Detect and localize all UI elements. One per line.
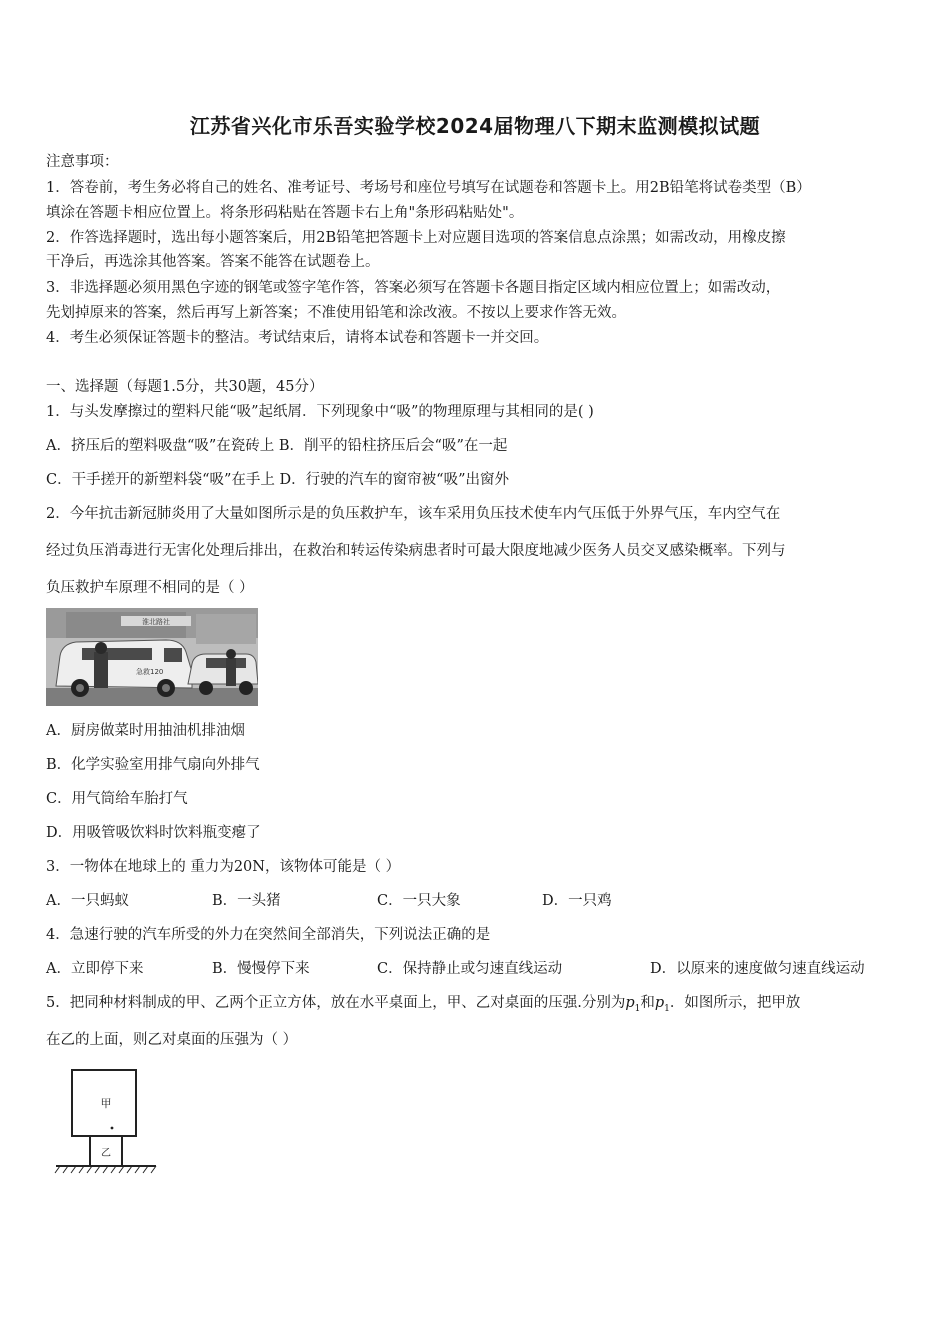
- question-4-option-b: B．慢慢停下来: [212, 961, 310, 977]
- question-2-stem: 经过负压消毒进行无害化处理后排出，在救治和转运传染病患者时可最大限度地减少医务人员交叉感染概率。下列与: [46, 543, 786, 559]
- notice-heading: 注意事项：: [46, 154, 119, 170]
- question-2-stem: 负压救护车原理不相同的是（ ）: [46, 580, 254, 596]
- question-4-stem: 4．急速行驶的汽车所受的外力在突然间全部消失，下列说法正确的是: [46, 927, 491, 943]
- question-5-stem: [46, 994, 800, 1018]
- question-1-options-row-2: C．干手搓开的新塑料袋“吸”在手上 D．行驶的汽车的窗帘被“吸”出窗外: [46, 472, 509, 488]
- notice-line: 1．答卷前，考生务必将自己的姓名、准考证号、考场号和座位号填写在试题卷和答题卡上。用2B铅笔将试卷类型（B）: [46, 180, 811, 196]
- question-4-option-d: D．以原来的速度做匀速直线运动: [650, 961, 865, 977]
- page-title: 江苏省兴化市乐吾实验学校2024届物理八下期末监测模拟试题: [189, 114, 761, 138]
- question-4-option-a: A．立即停下来: [46, 961, 144, 977]
- notice-line: 先划掉原来的答案，然后再写上新答案；不准使用铅笔和涂改液。不按以上要求作答无效。: [46, 305, 626, 321]
- ambulance-photo: [46, 608, 258, 706]
- question-1-options-row-1: A．挤压后的塑料吸盘“吸”在瓷砖上 B．削平的铅柱挤压后会“吸”在一起: [46, 438, 508, 454]
- question-2-option-d: D．用吸管吸饮料时饮料瓶变瘪了: [46, 825, 261, 841]
- cube-jia-label: 甲: [100, 1097, 112, 1110]
- question-3-option-b: B．一头猪: [212, 893, 281, 909]
- subscript: 1: [634, 1003, 641, 1014]
- question-2-option-b: B．化学实验室用排气扇向外排气: [46, 757, 260, 773]
- question-2-option-a: A．厨房做菜时用抽油机排油烟: [46, 723, 245, 739]
- question-5-stem: 在乙的上面，则乙对桌面的压强为（ ）: [46, 1032, 298, 1048]
- section-heading: 一、选择题（每题1.5分，共30题，45分）: [46, 379, 324, 395]
- question-1-stem: 1．与头发摩擦过的塑料尺能“吸”起纸屑．下列现象中“吸”的物理原理与其相同的是( ): [46, 404, 594, 420]
- notice-line: 干净后，再选涂其他答案。答案不能答在试题卷上。: [46, 254, 380, 270]
- notice-line: 4．考生必须保证答题卡的整洁。考试结束后，请将本试卷和答题卡一并交回。: [46, 330, 549, 346]
- conjunction-text: 和: [640, 995, 655, 1011]
- pressure-symbol: p: [625, 995, 635, 1011]
- question-2-stem: 2．今年抗击新冠肺炎用了大量如图所示是的负压救护车，该车采用负压技术使车内气压低于外界气压，车内空气在: [46, 506, 781, 522]
- question-4-option-c: C．保持静止或匀速直线运动: [377, 961, 563, 977]
- subscript: 1: [664, 1003, 670, 1014]
- question-3-option-c: C．一只大象: [377, 893, 461, 909]
- question-3-stem: 3．一物体在地球上的 重力为20N，该物体可能是（ ）: [46, 859, 401, 875]
- question-3-option-d: D．一只鸡: [542, 893, 612, 909]
- stem-text: ．如图所示，把甲放: [669, 995, 801, 1011]
- notice-line: 3．非选择题必须用黑色字迹的钢笔或签字笔作答，答案必须写在答题卡各题目指定区域内相应位置上；如需改动，: [46, 280, 781, 296]
- building-sign-text: 淮北路社: [142, 618, 170, 626]
- stacked-cubes-diagram: [52, 1065, 162, 1180]
- stem-text: 5．把同种材料制成的甲、乙两个正立方体，放在水平桌面上，甲、乙对桌面的压强.分别为: [46, 995, 626, 1011]
- notice-line: 2．作答选择题时，选出每小题答案后，用2B铅笔把答题卡上对应题目选项的答案信息点涂黑；如需改动，用橡皮擦: [46, 230, 786, 246]
- question-2-option-c: C．用气筒给车胎打气: [46, 791, 188, 807]
- question-3-option-a: A．一只蚂蚁: [46, 893, 129, 909]
- cube-yi-label: 乙: [101, 1148, 111, 1159]
- van-label-text: 急救120: [136, 668, 164, 676]
- notice-line: 填涂在答题卡相应位置上。将条形码粘贴在答题卡右上角"条形码粘贴处"。: [46, 205, 524, 221]
- pressure-symbol: p: [654, 995, 665, 1011]
